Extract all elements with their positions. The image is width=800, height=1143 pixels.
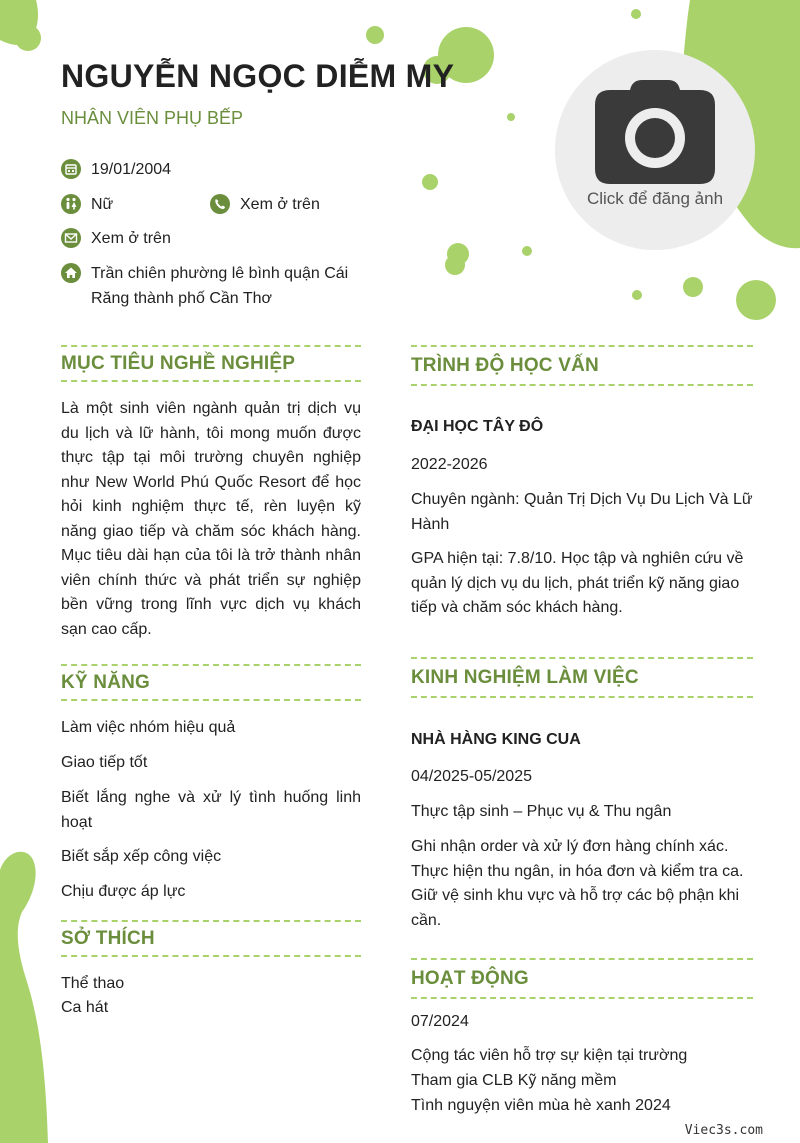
skill-item: Giao tiếp tốt bbox=[61, 754, 148, 771]
hobbies-heading: SỞ THÍCH bbox=[61, 928, 155, 949]
address-value: Trần chiên phường lê bình quận Cái Răng thành phố Cần Thơ bbox=[91, 265, 349, 307]
activity-item: Tham gia CLB Kỹ năng mềm bbox=[411, 1072, 617, 1089]
email-row bbox=[61, 226, 171, 251]
gender-row bbox=[61, 192, 113, 217]
objective-text: Là một sinh viên ngành quản trị dịch vụ du lịch và lữ hành, tôi mong muốn được thực tập tại môi trường chuyên nghiệp như New World Phú Quốc Resort để học hỏi kinh nghiệm thực tế, rèn luyện kỹ năng giao tiếp và chăm sóc khách hàng. Mục tiêu dài hạn của tôi là trở thành nhân viên chính thức và phát triển sự nghiệp bền vững trong lĩnh vực dịch vụ khách sạn cao cấp. bbox=[61, 400, 361, 638]
skill-item: Biết sắp xếp công việc bbox=[61, 848, 222, 865]
experience-description: Ghi nhận order và xử lý đơn hàng chính xác. Thực hiện thu ngân, in hóa đơn và kiểm tra ca. Giữ vệ sinh khu vực và hỗ trợ các bộ phận khi cần. bbox=[411, 838, 744, 929]
company-name: NHÀ HÀNG KING CUA bbox=[411, 731, 581, 748]
email-value: Xem ở trên bbox=[91, 230, 171, 247]
education-gpa: GPA hiện tại: 7.8/10. Học tập và nghiên cứu về quản lý dịch vụ du lịch, phát triển kỹ năng giao tiếp và chăm sóc khách hàng. bbox=[411, 550, 744, 616]
school-name: ĐẠI HỌC TÂY ĐÔ bbox=[411, 418, 544, 435]
calendar-icon bbox=[61, 159, 81, 179]
gender-icon bbox=[61, 194, 81, 214]
watermark: Viec3s.com bbox=[684, 1123, 763, 1138]
experience-section-header bbox=[411, 657, 753, 698]
objective-section-header bbox=[61, 345, 361, 382]
photo-upload[interactable] bbox=[555, 50, 755, 250]
birthday-row bbox=[61, 157, 171, 182]
education-section-header bbox=[411, 345, 753, 386]
education-major: Chuyên ngành: Quản Trị Dịch Vụ Du Lịch Và Lữ Hành bbox=[411, 491, 753, 533]
phone-row bbox=[210, 192, 320, 217]
skills-heading: KỸ NĂNG bbox=[61, 672, 151, 693]
objective-heading: MỤC TIÊU NGHỀ NGHIỆP bbox=[61, 353, 296, 374]
skill-item: Chịu được áp lực bbox=[61, 883, 186, 900]
home-icon bbox=[61, 263, 81, 283]
activities-heading: HOẠT ĐỘNG bbox=[411, 968, 529, 989]
birthday-value: 19/01/2004 bbox=[91, 161, 172, 178]
phone-value: Xem ở trên bbox=[240, 196, 320, 213]
activity-item: Cộng tác viên hỗ trợ sự kiện tại trường bbox=[411, 1047, 688, 1064]
experience-role: Thực tập sinh – Phục vụ & Thu ngân bbox=[411, 803, 672, 820]
skills-section-header bbox=[61, 664, 361, 701]
hobby-item: Thể thao bbox=[61, 975, 125, 992]
candidate-name: NGUYỄN NGỌC DIỄM MY bbox=[61, 58, 455, 94]
gender-value: Nữ bbox=[91, 196, 114, 213]
education-period: 2022-2026 bbox=[411, 456, 488, 473]
phone-icon bbox=[210, 194, 230, 214]
job-title: NHÂN VIÊN PHỤ BẾP bbox=[61, 108, 244, 128]
address-row bbox=[61, 261, 366, 311]
skill-item: Biết lắng nghe và xử lý tình huống linh hoạt bbox=[61, 789, 361, 831]
activity-date: 07/2024 bbox=[411, 1013, 469, 1030]
hobby-item: Ca hát bbox=[61, 999, 109, 1016]
experience-heading: KINH NGHIỆM LÀM VIỆC bbox=[411, 667, 639, 688]
camera-icon bbox=[595, 80, 715, 184]
activity-item: Tình nguyện viên mùa hè xanh 2024 bbox=[411, 1097, 671, 1114]
education-heading: TRÌNH ĐỘ HỌC VẤN bbox=[411, 355, 599, 376]
experience-period: 04/2025-05/2025 bbox=[411, 768, 532, 785]
skill-item: Làm việc nhóm hiệu quả bbox=[61, 719, 236, 736]
hobbies-section-header bbox=[61, 920, 361, 957]
activities-section-header bbox=[411, 958, 753, 999]
photo-label: Click để đăng ảnh bbox=[586, 189, 724, 208]
email-icon bbox=[61, 228, 81, 248]
